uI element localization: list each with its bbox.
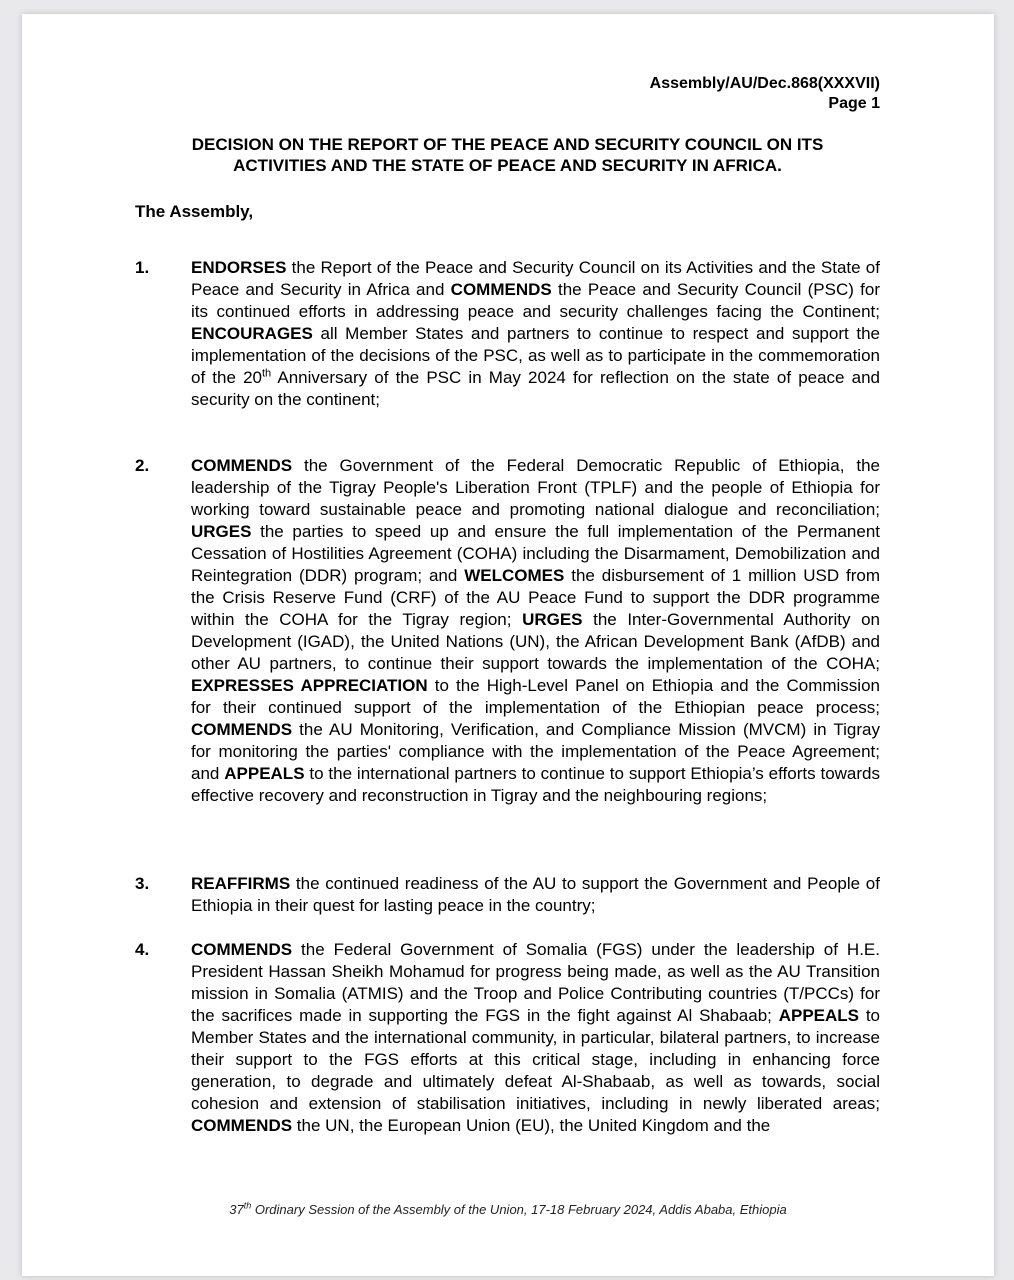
paragraph-text: the Government of the Federal Democratic Republic of Ethiopia, the leadership of the Tigray People's Liberation Front (TPLF) and the people of Ethiopia for working toward sustainable peace and promoting national dialogue and reconciliation; [191, 456, 880, 519]
paragraph-body [191, 939, 880, 1137]
decision-header [650, 74, 880, 114]
paragraph-4 [135, 939, 880, 1137]
paragraph-3 [135, 873, 880, 917]
paragraph-1 [135, 257, 880, 411]
operative-keyword: APPEALS [778, 1006, 859, 1025]
operative-keyword: EXPRESSES APPRECIATION [191, 676, 428, 695]
paragraph-text: the parties to speed up and ensure the full implementation of the Permanent Cessation of Hostilities Agreement (COHA) including the Disarmament, Demobilization and Reintegration (DDR) program; and [191, 522, 880, 585]
paragraph-body [191, 455, 880, 807]
decision-reference: Assembly/AU/Dec.868(XXXVII) [649, 75, 880, 92]
paragraph-text: the continued readiness of the AU to support the Government and People of Ethiopia in their quest for lasting peace in the country; [191, 874, 880, 915]
operative-keyword: URGES [522, 610, 583, 629]
intro-heading: The Assembly, [135, 202, 254, 221]
operative-keyword: COMMENDS [191, 456, 293, 475]
paragraph-text: to Member States and the international community, in particular, bilateral partners, to increase their support to the FGS efforts at this critical stage, including in enhancing force generation, to degrade and ultimately defeat Al-Shabaab, as well as towards, social cohesion and extension of stabilisation initiatives, including in newly liberated areas; [191, 1006, 881, 1113]
operative-keyword: ENCOURAGES [191, 324, 313, 343]
paragraph-2 [135, 455, 880, 807]
page-number: Page 1 [828, 95, 880, 112]
paragraph-number: 2. [135, 456, 150, 475]
paragraph-text: the Federal Government of Somalia (FGS) under the leadership of H.E. President Hassan Sheikh Mohamud for progress being made, as well as the AU Transition mission in Somalia (ATMIS) and the Troop and Police Contributing countries (T/PCCs) for the sacrifices made in supporting the FGS in the fight against Al Shabaab; [191, 940, 880, 1025]
paragraph-text: Anniversary of the PSC in May 2024 for reflection on the state of peace and security on the continent; [191, 368, 881, 409]
paragraph-text: the Report of the Peace and Security Council on its Activities and the State of Peace and Security in Africa and [191, 258, 880, 299]
paragraph-number: 4. [135, 940, 150, 959]
paragraph-text: to the High-Level Panel on Ethiopia and the Commission for their continued support of the implementation of the Ethiopian peace process; [191, 676, 880, 717]
operative-keyword: URGES [191, 522, 252, 541]
operative-keyword: WELCOMES [464, 566, 565, 585]
ordinal-suffix: th [262, 367, 272, 380]
document-page [22, 14, 994, 1276]
document-title [135, 134, 880, 176]
page-footer [22, 1202, 994, 1217]
paragraph-body [191, 257, 880, 411]
operative-keyword: COMMENDS [450, 280, 552, 299]
footer-ordinal-suffix: th [243, 1200, 252, 1211]
operative-keyword: COMMENDS [191, 940, 293, 959]
paragraph-number: 1. [135, 258, 150, 277]
operative-keyword: COMMENDS [191, 720, 293, 739]
operative-keyword: ENDORSES [191, 258, 287, 277]
paragraph-text: the disbursement of 1 million USD from the Crisis Reserve Fund (CRF) of the AU Peace Fund to support the DDR programme within the COHA for the Tigray region; [191, 566, 880, 629]
operative-keyword: APPEALS [224, 764, 305, 783]
footer-session-text: Ordinary Session of the Assembly of the Union, 17-18 February 2024, Addis Ababa, Ethiopia [251, 1202, 787, 1217]
paragraph-text: the Peace and Security Council (PSC) for its continued efforts in addressing peace and security challenges facing the Continent; [191, 280, 880, 321]
title-line-1: DECISION ON THE REPORT OF THE PEACE AND SECURITY COUNCIL ON ITS [191, 135, 824, 154]
paragraph-text: all Member States and partners to continue to respect and support the implementation of the decisions of the PSC, as well as to participate in the commemoration of the 20 [191, 324, 880, 387]
paragraph-body [191, 873, 880, 917]
footer-session-number: 37 [229, 1202, 244, 1217]
paragraph-text: the Inter-Governmental Authority on Development (IGAD), the United Nations (UN), the African Development Bank (AfDB) and other AU partners, to continue their support towards the implementation of the COHA; [191, 610, 880, 673]
paragraph-text: the AU Monitoring, Verification, and Compliance Mission (MVCM) in Tigray for monitoring the parties' compliance with the implementation of the Peace Agreement; and [191, 720, 880, 783]
paragraph-number: 3. [135, 874, 150, 893]
paragraph-text: to the international partners to continue to support Ethiopia’s efforts towards effective recovery and reconstruction in Tigray and the neighbouring regions; [191, 764, 880, 805]
paragraph-text: the UN, the European Union (EU), the United Kingdom and the [292, 1116, 771, 1135]
operative-keyword: COMMENDS [191, 1116, 293, 1135]
operative-keyword: REAFFIRMS [191, 874, 291, 893]
title-line-2: ACTIVITIES AND THE STATE OF PEACE AND SECURITY IN AFRICA. [233, 156, 782, 175]
